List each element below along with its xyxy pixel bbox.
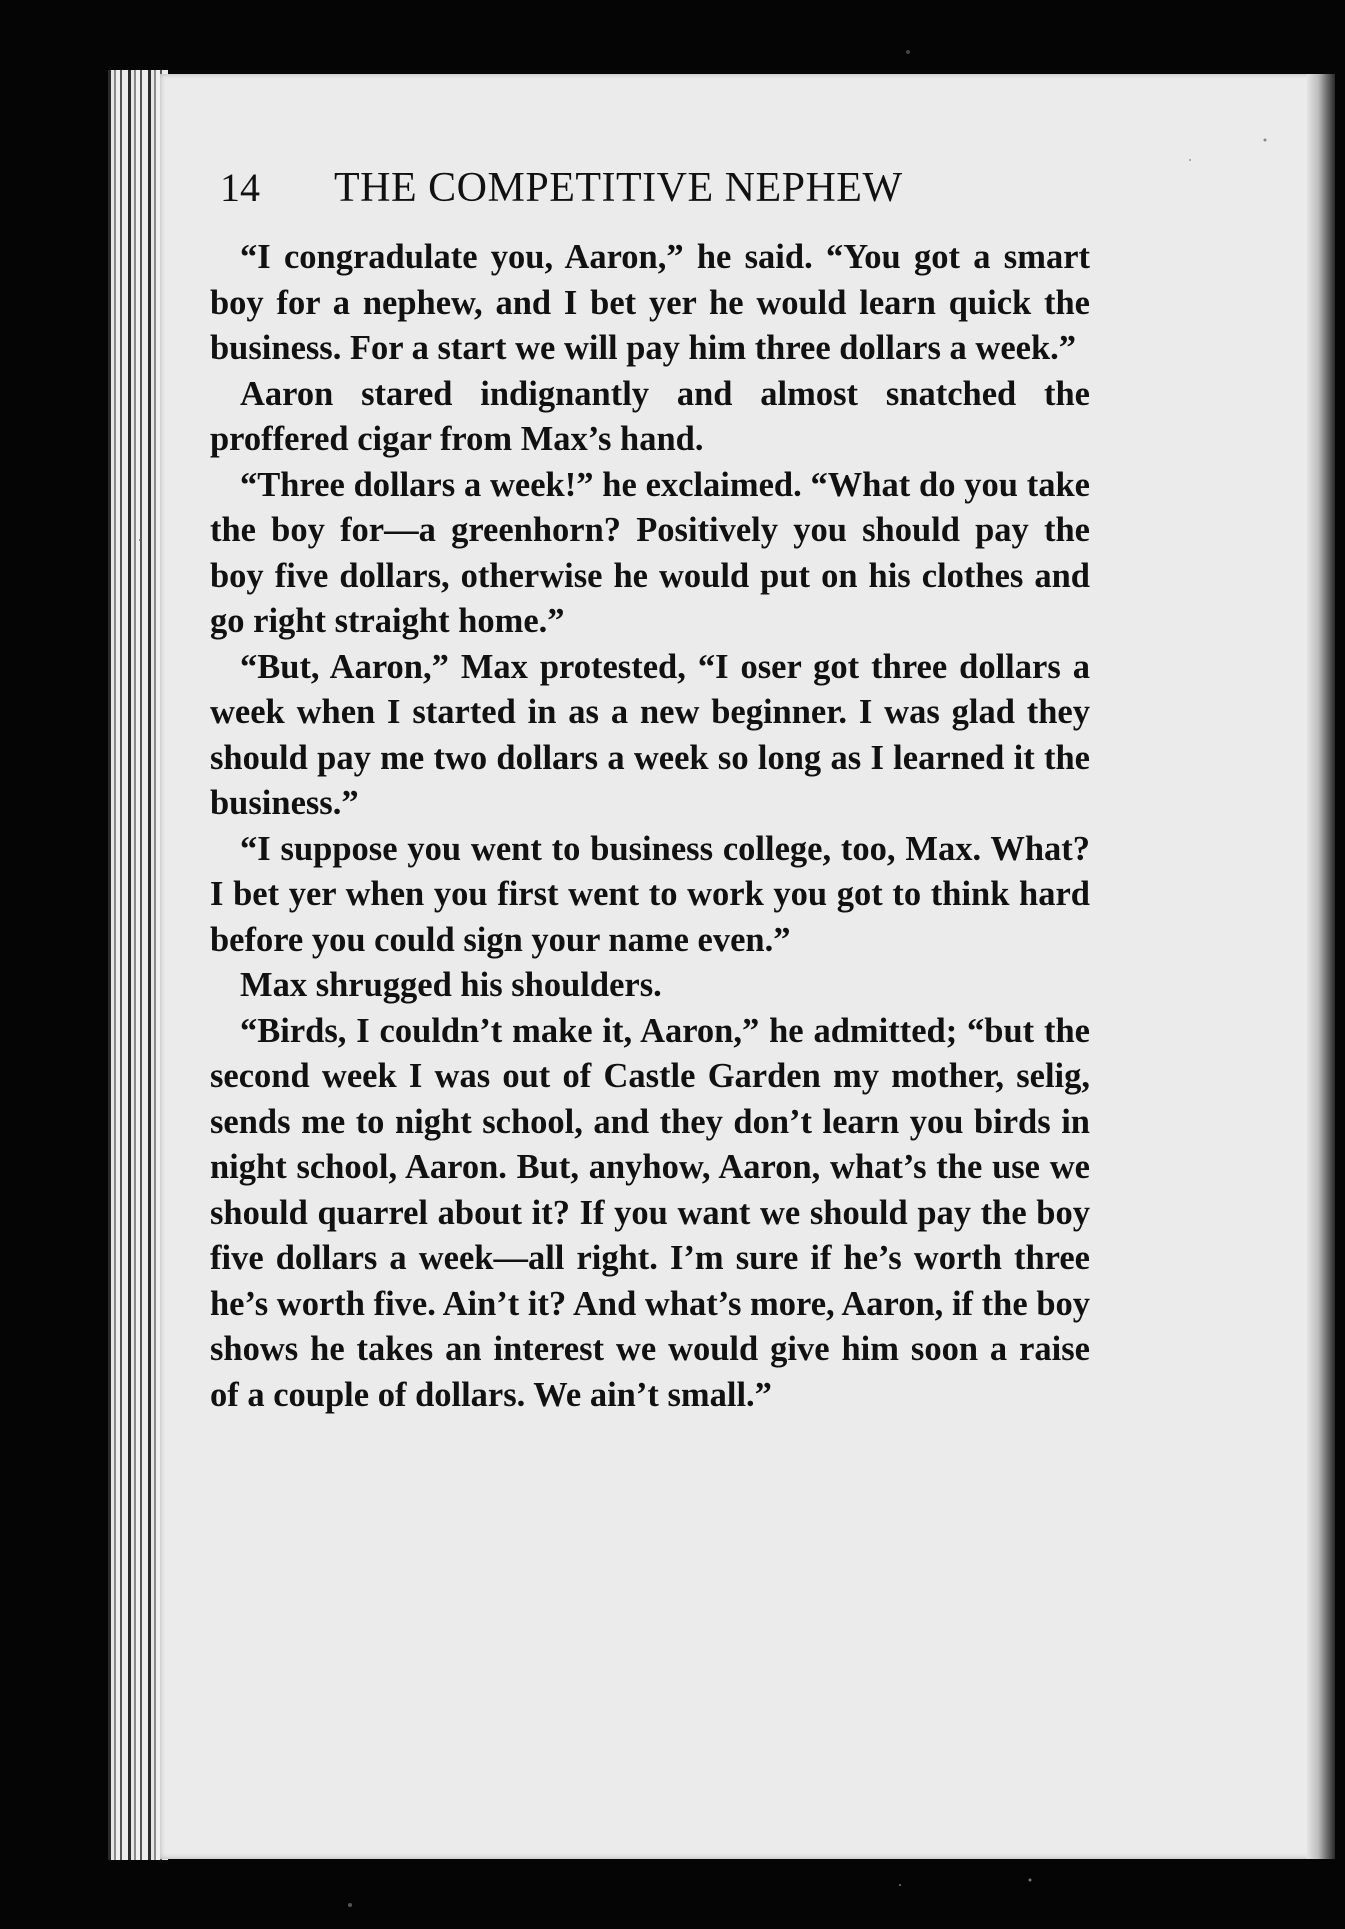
book-spine-binding bbox=[108, 70, 168, 1860]
running-title: THE COMPETITIVE NEPHEW bbox=[334, 165, 903, 211]
page-edge-shadow bbox=[1307, 74, 1335, 1859]
body-text bbox=[210, 235, 1090, 1418]
page-number: 14 bbox=[220, 165, 260, 210]
paragraph-7: “Birds, I couldn’t make it, Aaron,” he admitted; “but the second week I was out of Castle Garden my mother, selig, sends me to night school, and they don’t learn you birds in night school, Aaron. But, anyhow, Aaron, what’s the use we should quarrel about it? If you want we should pay the boy five dollars a week—all right. I’m sure if he’s worth three he’s worth five. Ain’t it? And what’s more, Aaron, if the boy shows he takes an interest we would give him soon a raise of a couple of dollars. We ain’t small.” bbox=[210, 1011, 1090, 1414]
paragraph-2: Aaron stared indignantly and almost snatched the proffered cigar from Max’s hand. bbox=[210, 374, 1090, 458]
paragraph-6: Max shrugged his shoulders. bbox=[240, 966, 662, 1004]
page-header bbox=[220, 153, 1100, 223]
paragraph-4: “But, Aaron,” Max protested, “I oser got three dollars a week when I started in as a new beginner. I was glad they should pay me two dollars a week so long as I learned it the business.” bbox=[210, 647, 1090, 822]
paragraph-1: “I congradulate you, Aaron,” he said. “You got a smart boy for a nephew, and I bet yer he would learn quick the business. For a start we will pay him three dollars a week.” bbox=[210, 238, 1090, 367]
paragraph-3: “Three dollars a week!” he exclaimed. “What do you take the boy for—a greenhorn? Positively you should pay the boy five dollars, otherwise he would put on his clothes and go right straight home.” bbox=[210, 465, 1090, 640]
paragraph-5: “I suppose you went to business college, too, Max. What? I bet yer when you first went to work you got to think hard before you could sign your name even.” bbox=[210, 829, 1090, 959]
